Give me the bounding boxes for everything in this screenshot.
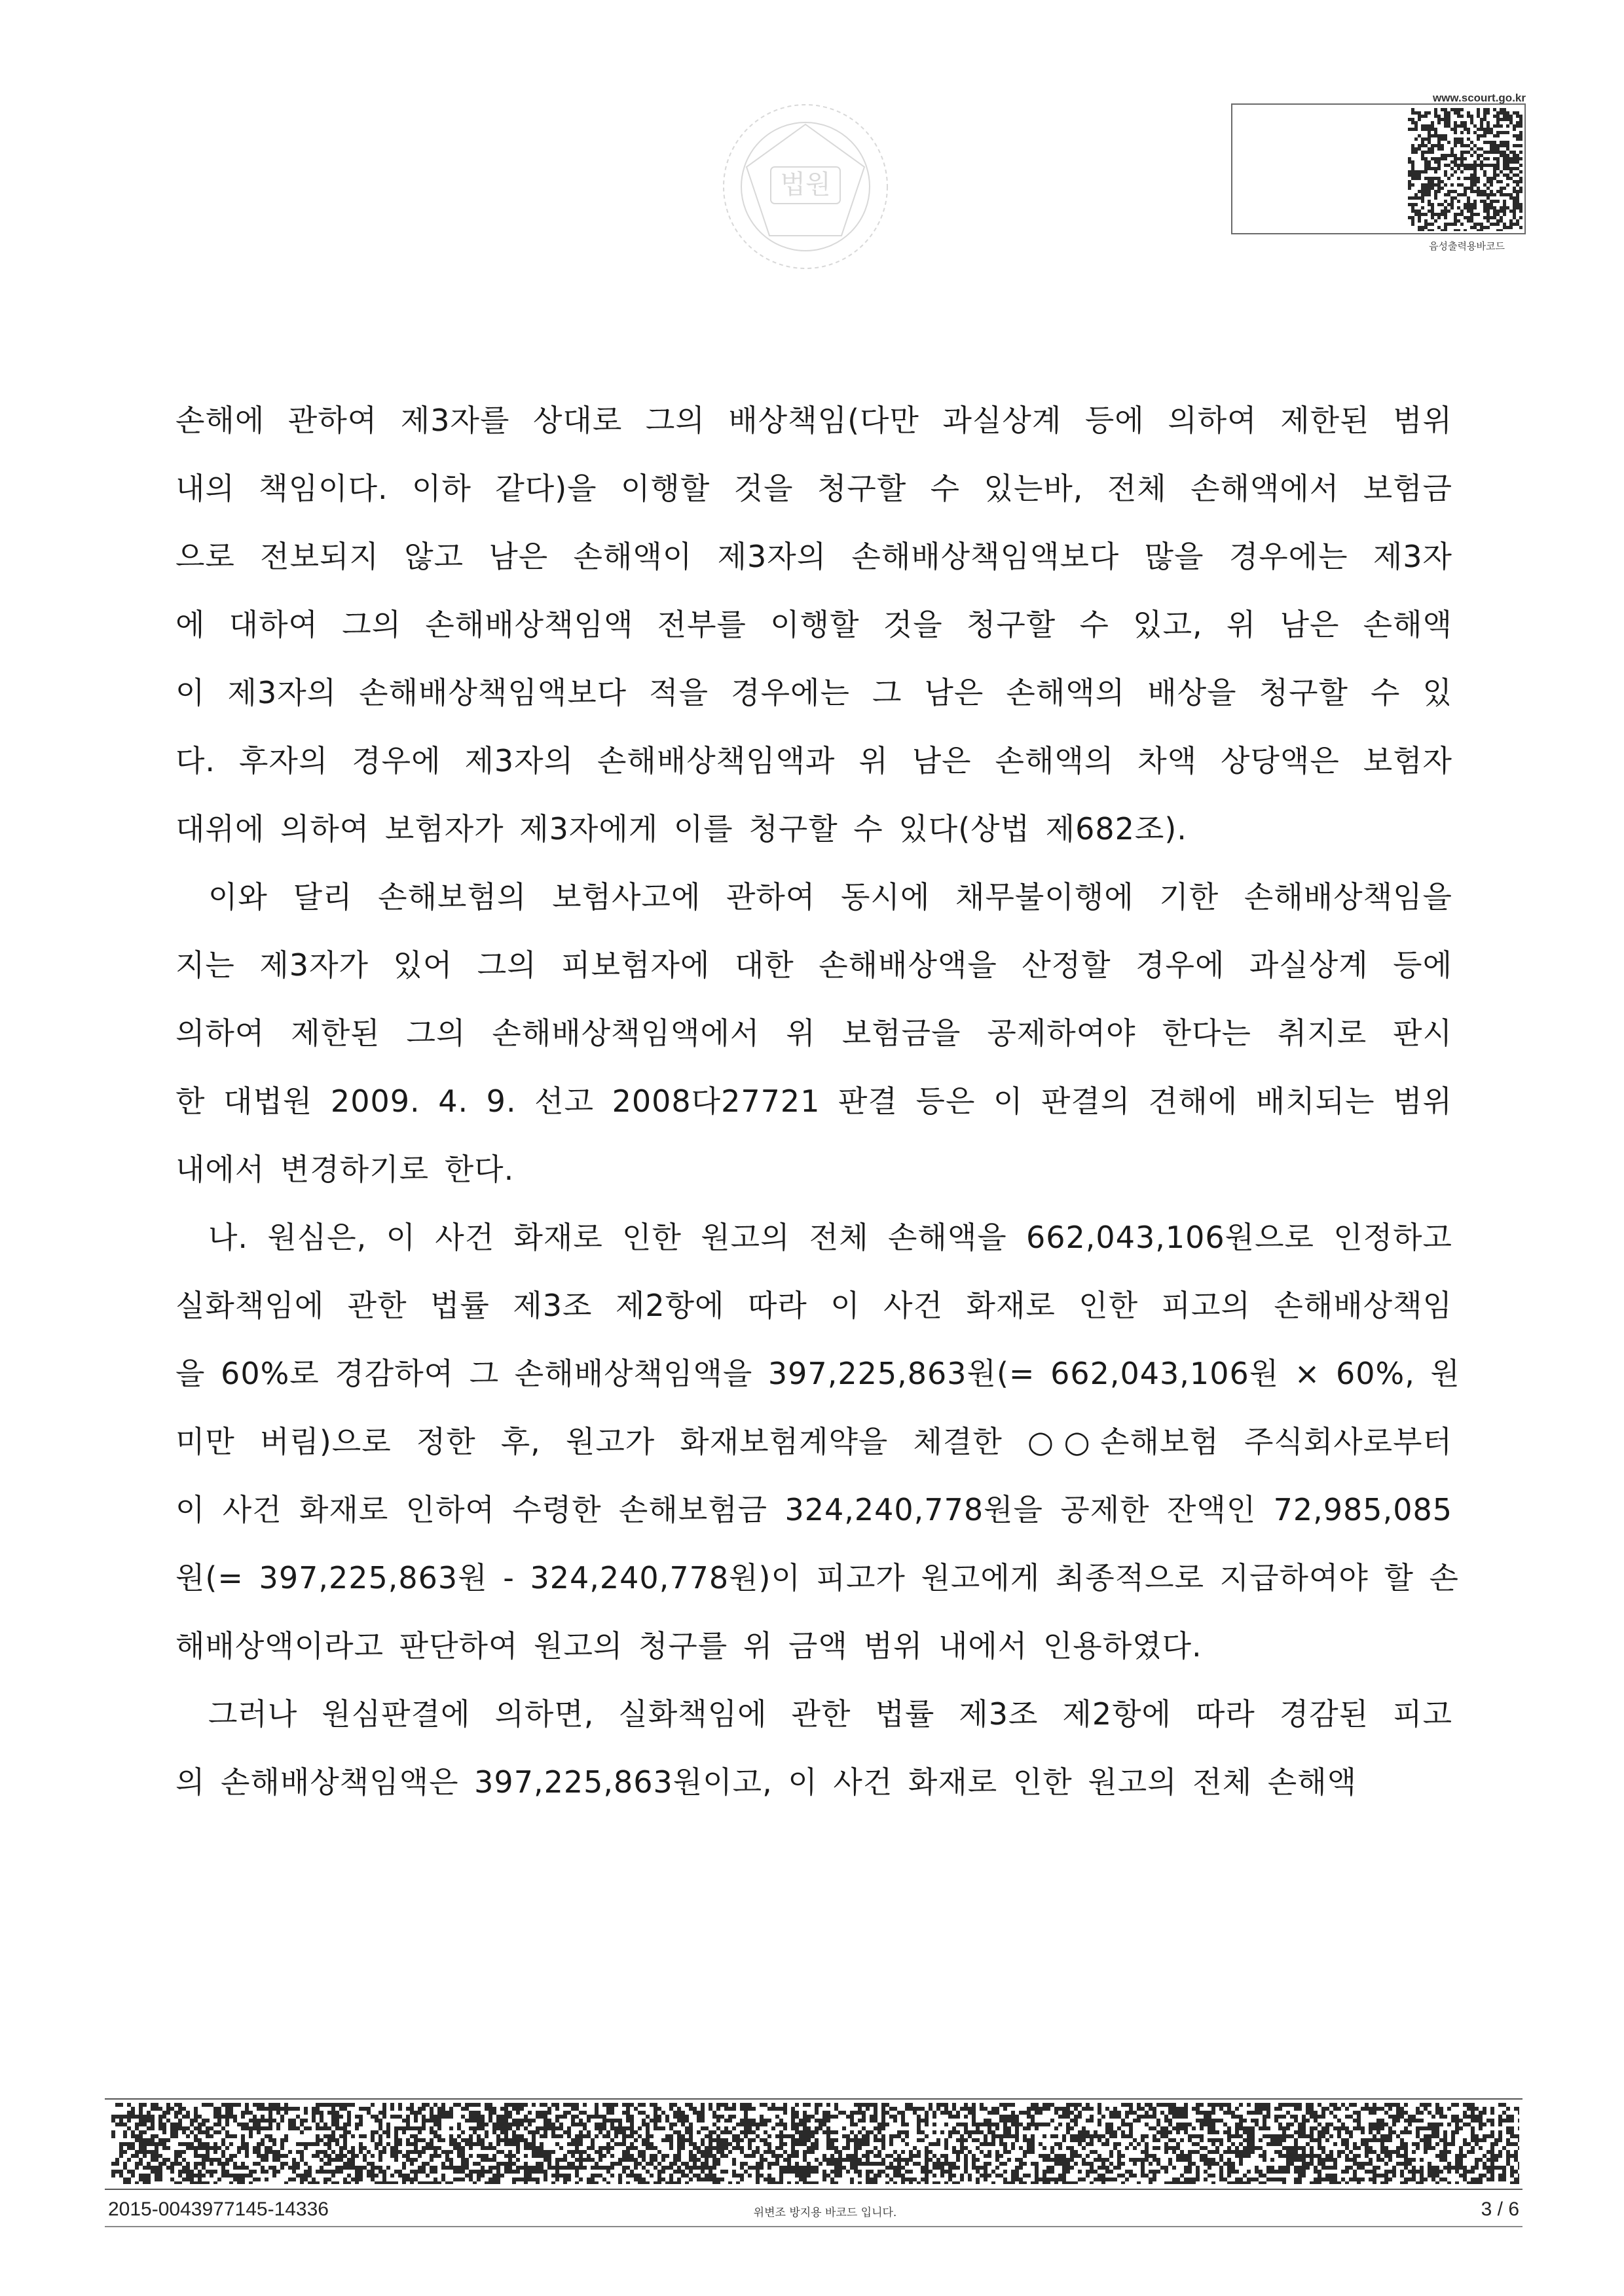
body-line: 내에서 변경하기로 한다. <box>175 1152 515 1187</box>
body-line: 을 60%로 경감하여 그 손해배상책임액을 397,225,863원(= 662,043,106원 × 60%, 원 <box>175 1356 1460 1391</box>
site-url: www.scourt.go.kr <box>1432 92 1526 104</box>
footer-divider <box>105 2226 1522 2227</box>
body-line: 에 대하여 그의 손해배상책임액 전부를 이행할 것을 청구할 수 있고, 위 남은 손해액 <box>175 607 1452 642</box>
body-line: 한 대법원 2009. 4. 9. 선고 2008다27721 판결 등은 이 판결의 견해에 배치되는 범위 <box>175 1084 1452 1119</box>
page-number: 3 / 6 <box>1481 2198 1519 2220</box>
body-line: 의하여 제한된 그의 손해배상책임액에서 위 보험금을 공제하여야 한다는 취지로 판시 <box>175 1015 1452 1051</box>
body-line: 이 사건 화재로 인하여 수령한 손해보험금 324,240,778원을 공제한 잔액인 72,985,085 <box>175 1492 1452 1527</box>
body-line: 해배상액이라고 판단하여 원고의 청구를 위 금액 범위 내에서 인용하였다. <box>175 1628 1202 1664</box>
body-line: 다. 후자의 경우에 제3자의 손해배상책임액과 위 남은 손해액의 차액 상당액은 보험자 <box>175 743 1452 778</box>
body-line: 나. 원심은, 이 사건 화재로 인한 원고의 전체 손해액을 662,043,106원으로 인정하고 <box>208 1220 1452 1255</box>
document-number: 2015-0043977145-14336 <box>108 2198 329 2220</box>
body-line: 으로 전보되지 않고 남은 손해액이 제3자의 손해배상책임액보다 많을 경우에는 제3자 <box>175 539 1452 574</box>
body-line: 지는 제3자가 있어 그의 피보험자에 대한 손해배상액을 산정할 경우에 과실상계 등에 <box>175 947 1452 983</box>
body-line: 손해에 관하여 제3자를 상대로 그의 배상책임(다만 과실상계 등에 의하여 제한된 범위 <box>175 403 1452 438</box>
body-line: 이와 달리 손해보험의 보험사고에 관하여 동시에 채무불이행에 기한 손해배상책임을 <box>208 879 1452 915</box>
body-line: 이 제3자의 손해배상책임액보다 적을 경우에는 그 남은 손해액의 배상을 청구할 수 있 <box>175 675 1452 710</box>
body-line: 실화책임에 관한 법률 제3조 제2항에 따라 이 사건 화재로 인한 피고의 손해배상책임 <box>175 1288 1452 1323</box>
voice-barcode-caption: 음성출력용바코드 <box>1429 240 1505 252</box>
body-line: 대위에 의하여 보험자가 제3자에게 이를 청구할 수 있다(상법 제682조). <box>175 811 1187 847</box>
body-line: 원(= 397,225,863원 - 324,240,778원)이 피고가 원고에게 최종적으로 지급하여야 할 손 <box>175 1560 1459 1595</box>
anti-forgery-barcode <box>111 2103 1519 2184</box>
court-seal-watermark <box>710 88 900 278</box>
body-line: 그러나 원심판결에 의하면, 실화책임에 관한 법률 제3조 제2항에 따라 경감된 피고 <box>208 1696 1452 1732</box>
voice-output-barcode <box>1408 108 1522 231</box>
judgment-body-text <box>175 386 1460 1816</box>
body-line: 의 손해배상책임액은 397,225,863원이고, 이 사건 화재로 인한 원고의 전체 손해액 <box>175 1764 1357 1800</box>
body-line: 내의 책임이다. 이하 같다)을 이행할 것을 청구할 수 있는바, 전체 손해액에서 보험금 <box>175 471 1452 506</box>
seal-text: 법원 <box>780 170 831 200</box>
body-line: 미만 버림)으로 정한 후, 원고가 화재보험계약을 체결한 ○○손해보험 주식회사로부터 <box>175 1424 1452 1459</box>
barcode-note: 위변조 방지용 바코드 입니다. <box>753 2206 897 2219</box>
